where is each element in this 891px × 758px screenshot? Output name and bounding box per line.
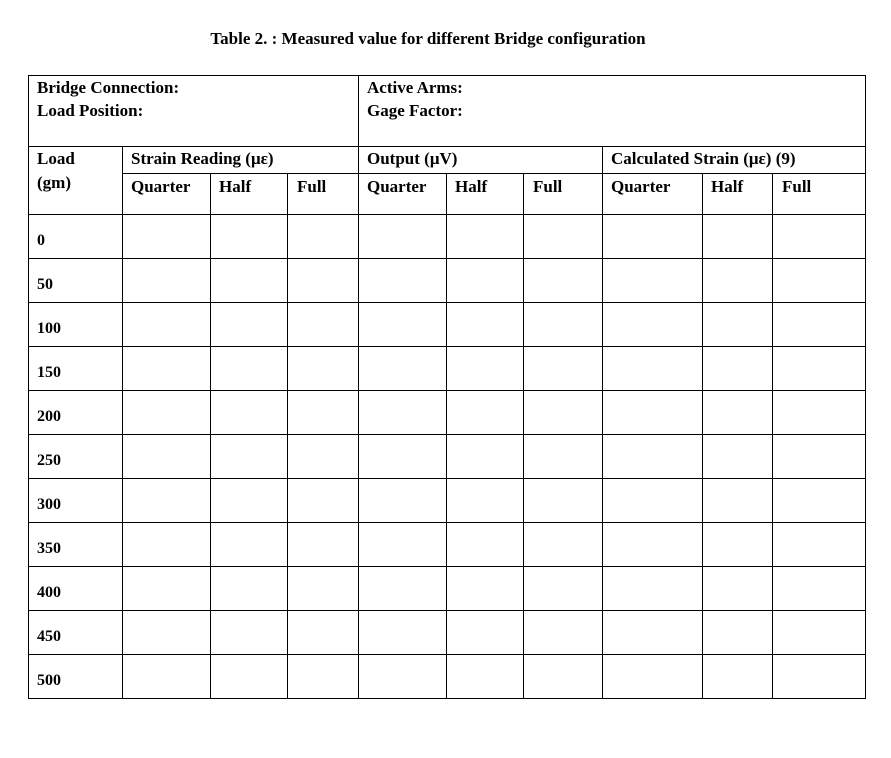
table-row [28,214,866,258]
output-quarter-header: Quarter [367,177,427,196]
table-row [28,302,866,346]
table-row [28,346,866,390]
strain-quarter-header: Quarter [131,177,191,196]
output-half-header: Half [455,177,488,196]
calculated-quarter-header: Quarter [611,177,671,196]
strain-half-header: Half [219,177,252,196]
output-full-header: Full [533,177,563,196]
calculated-full-header: Full [782,177,812,196]
load-value: 150 [37,364,61,381]
table-row [28,478,866,522]
gage-factor-label: Gage Factor: [367,101,463,120]
load-value: 250 [37,452,61,469]
load-value: 400 [37,584,61,601]
table-top-border [28,75,866,76]
load-value: 300 [37,496,61,513]
table-row [28,258,866,302]
load-value: 350 [37,540,61,557]
load-value: 450 [37,628,61,645]
calculated-strain-header: Calculated Strain (με) (9) [611,149,796,168]
table-caption: Table 2. : Measured value for different Bridge configuration [210,29,646,48]
table-row [28,566,866,610]
output-header: Output (μV) [367,149,458,168]
info-bottom-border [28,146,866,147]
load-value: 0 [37,232,45,249]
table-row [28,654,866,698]
load-unit-header: (gm) [37,173,71,192]
table-row [28,390,866,434]
table-row [28,610,866,654]
active-arms-label: Active Arms: [367,78,463,97]
row-border [28,698,866,699]
load-value: 500 [37,672,61,689]
subheader-top-border [122,173,866,174]
bridge-connection-label: Bridge Connection: [37,78,180,97]
strain-full-header: Full [297,177,327,196]
table-row [28,522,866,566]
load-value: 50 [37,276,53,293]
strain-reading-header: Strain Reading (με) [131,149,274,168]
load-header: Load [37,149,75,168]
calculated-half-header: Half [711,177,744,196]
load-value: 100 [37,320,61,337]
load-position-label: Load Position: [37,101,144,120]
table-row [28,434,866,478]
load-value: 200 [37,408,61,425]
